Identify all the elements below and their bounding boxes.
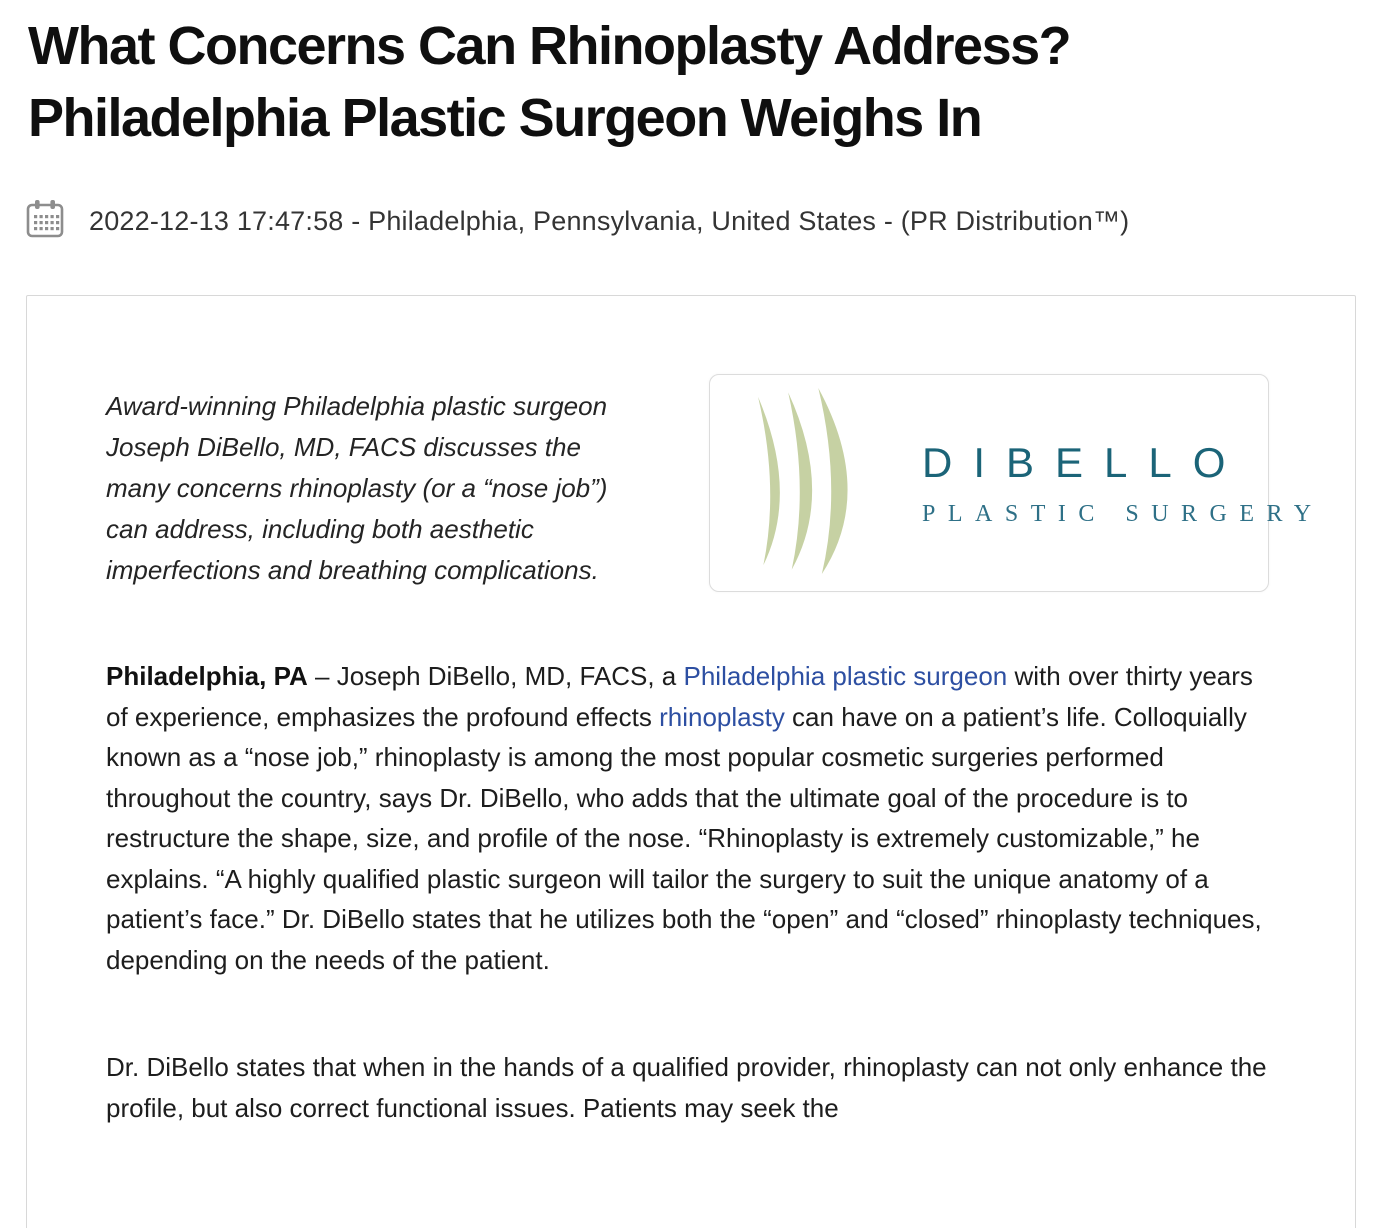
p1-segment-1: – Joseph DiBello, MD, FACS, a xyxy=(307,661,684,691)
body-paragraph-1 xyxy=(106,656,1281,980)
calendar-icon xyxy=(25,198,65,245)
dibello-logo-card xyxy=(709,374,1324,592)
page-title: What Concerns Can Rhinoplasty Address? Philadelphia Plastic Surgeon Weighs In xyxy=(28,16,1071,148)
article-card xyxy=(26,295,1356,1228)
p1-segment-3: can have on a patient’s life. Colloquially known as a “nose job,” rhinoplasty is among the most popular cosmetic surgeries performed throughout the country, says Dr. DiBello, who adds that the ultimate goal of the procedure is to restructure the shape, size, and profile of the nose. “Rhinoplasty is extremely customizable,” he explains. “A highly qualified plastic surgeon will tailor the surgery to suit the unique anatomy of a patient’s face.” Dr. DiBello states that he utilizes both the “open” and “closed” rhinoplasty techniques, depending on the needs of the patient. xyxy=(106,701,1262,975)
link-rhinoplasty[interactable]: rhinoplasty xyxy=(659,701,785,732)
logo-wordmark xyxy=(922,439,1324,528)
date-location-text: 2022-12-13 17:47:58 - Philadelphia, Pennsylvania, United States - (PR Distribution™) xyxy=(89,206,1130,236)
logo-name-dibello: DIBELLO xyxy=(922,438,1247,486)
dateline-bold: Philadelphia, PA xyxy=(106,661,308,691)
link-philadelphia-plastic-surgeon[interactable]: Philadelphia plastic surgeon xyxy=(683,661,1008,691)
article-meta-row xyxy=(25,198,1325,245)
swoosh-crescents-icon xyxy=(710,388,870,579)
intro-row xyxy=(106,379,1324,592)
body-paragraph-2: Dr. DiBello states that when in the hands of a qualified provider, rhinoplasty can not only enhance the profile, but also correct functional issues. Patients may seek the xyxy=(106,1052,1267,1123)
p1-segment-2: with over thirty years of experience, emphasizes the profound effects xyxy=(106,661,1253,732)
intro-summary: Award-winning Philadelphia plastic surgeon Joseph DiBello, MD, FACS discusses the many concerns rhinoplasty (or a “nose job”) can address, including both aesthetic imperfections and breathing complications. xyxy=(106,391,608,585)
logo-sub-plastic-surgery: PLASTIC SURGERY xyxy=(922,500,1324,527)
